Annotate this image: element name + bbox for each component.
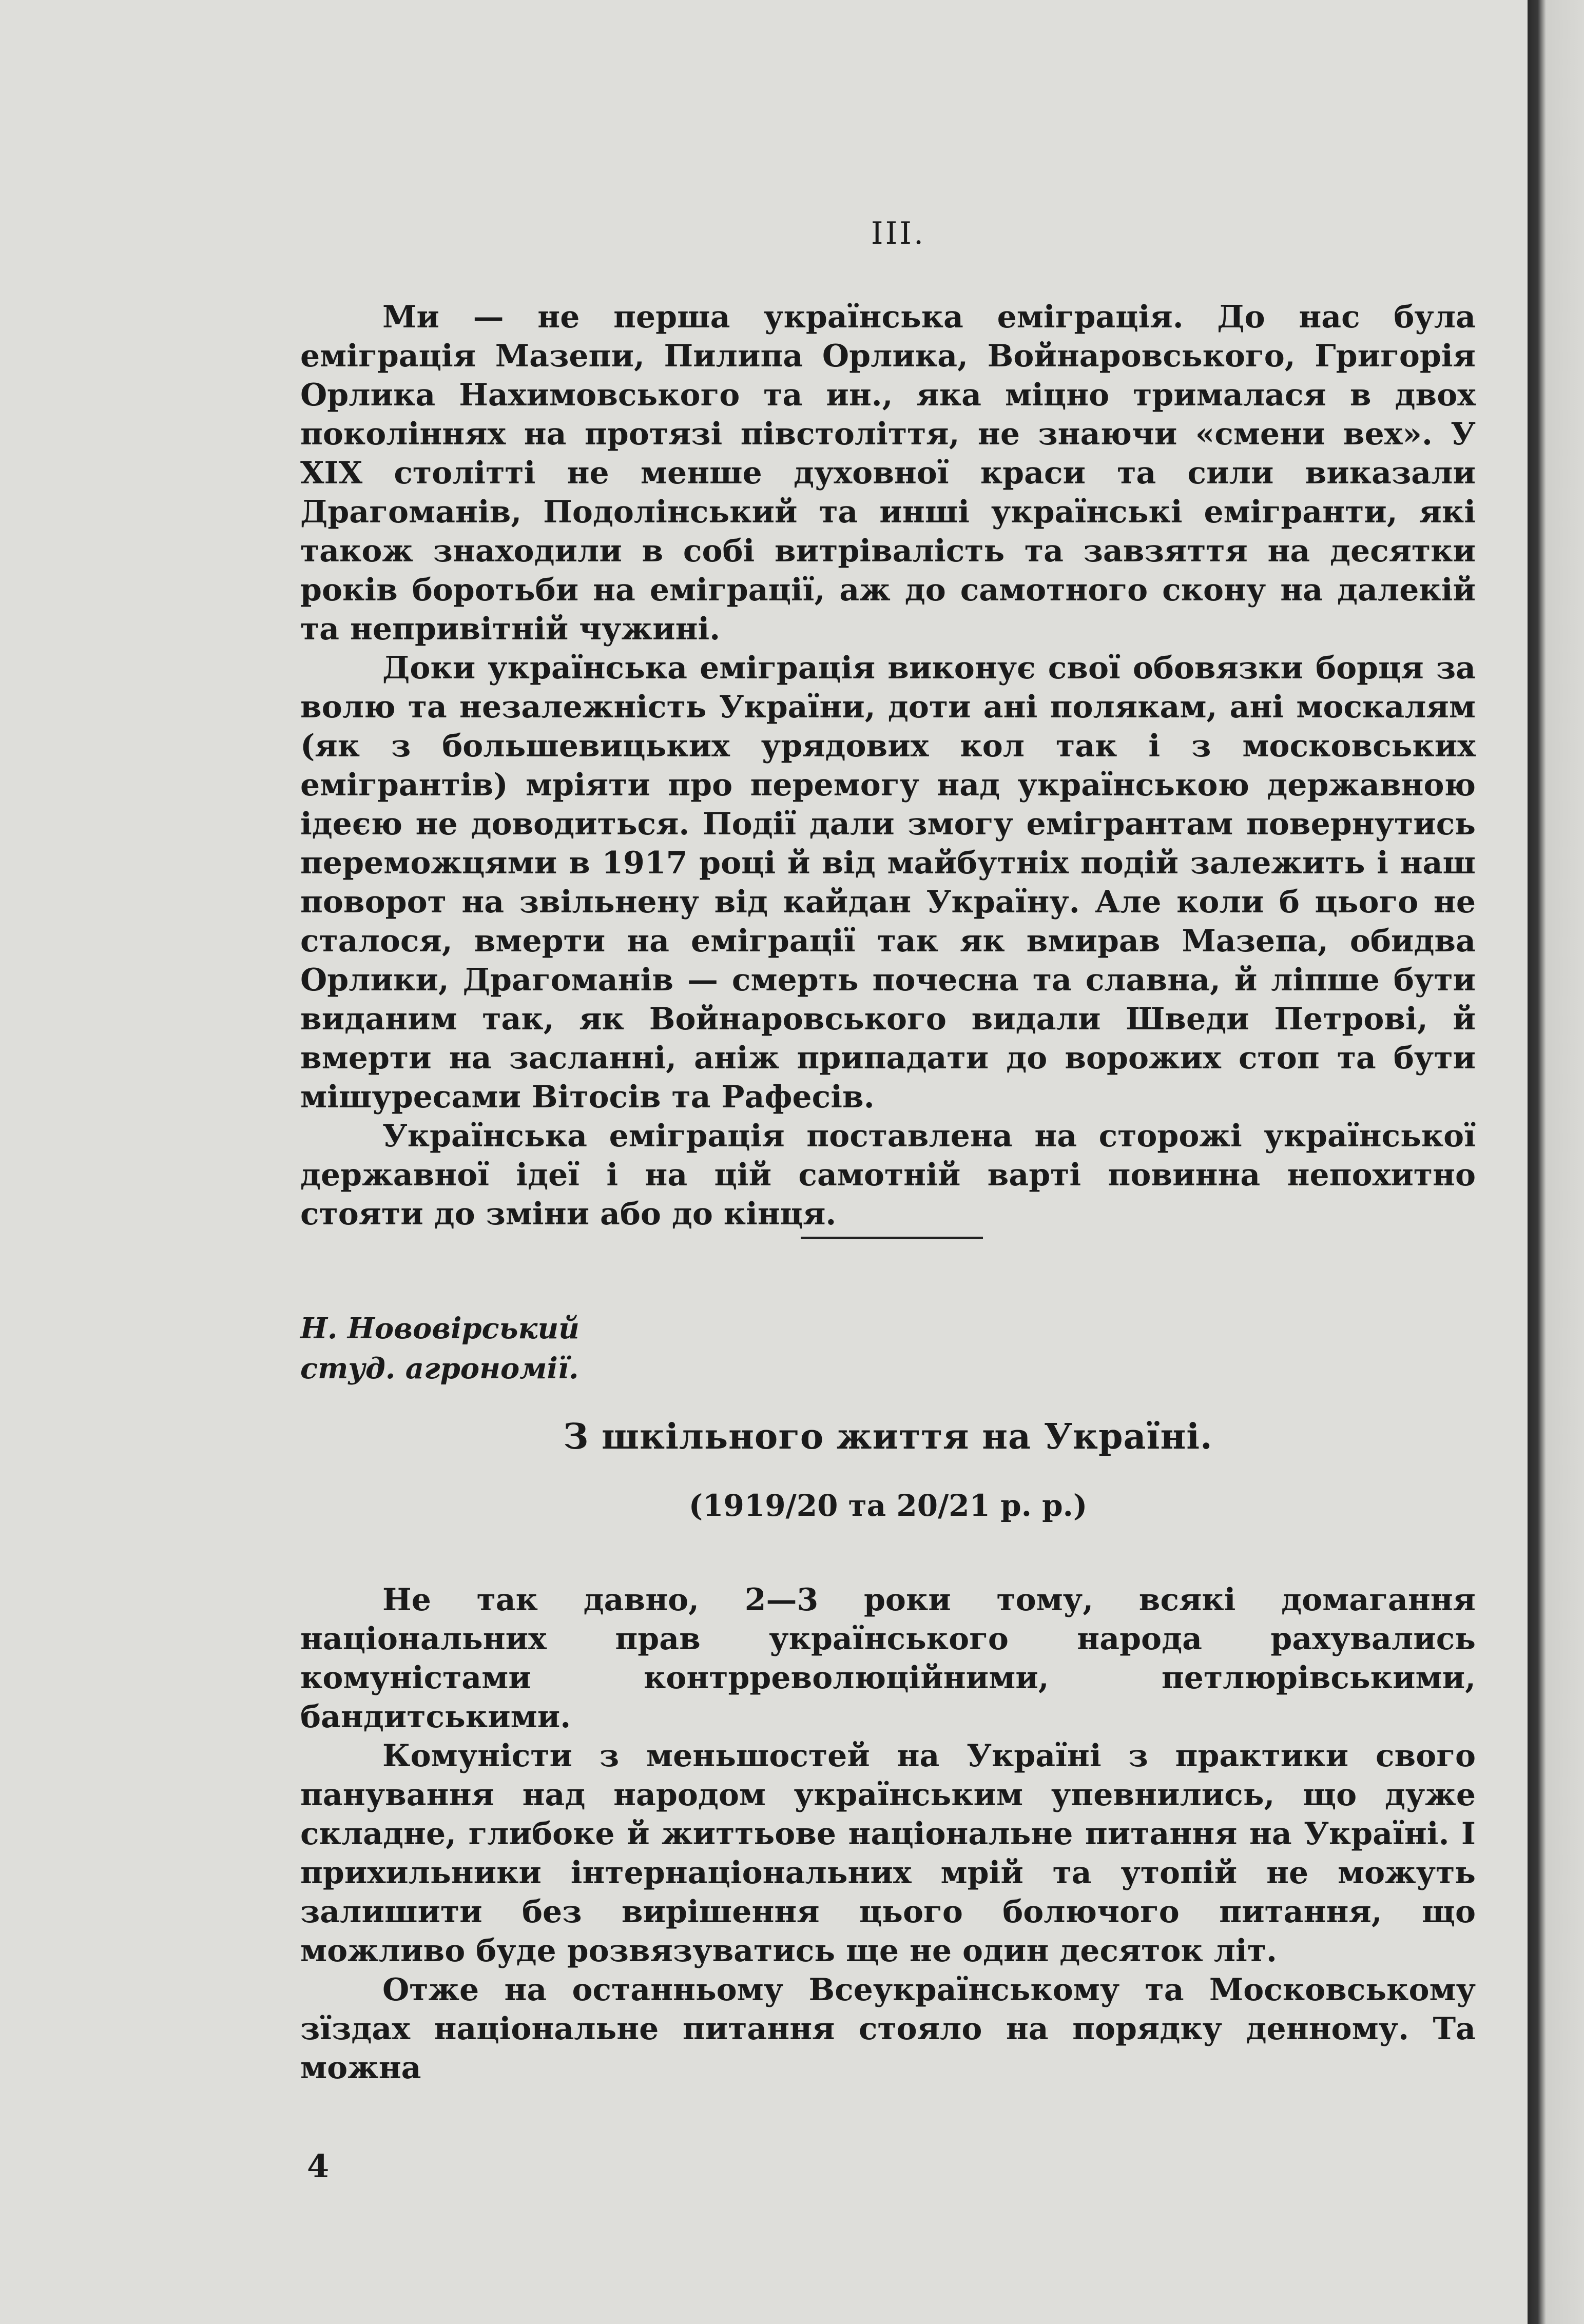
section-number: III.: [871, 216, 926, 251]
author-role: студ. агрономії.: [300, 1352, 579, 1385]
article-body: [300, 1580, 1476, 2087]
page-number: 4: [307, 2147, 330, 2185]
binding-edge: [1528, 0, 1584, 2324]
paragraph: Не так давно, 2—3 роки тому, всякі домагання національних прав українського народа рахувались комуністами контрреволюційними, петлюрівськими, бандитськими.: [300, 1582, 1476, 1735]
paragraph: Українська еміграція поставлена на сторожі української державної ідеї і на цій самотній варті повинна непохитно стояти до зміни або до кінця.: [300, 1118, 1476, 1232]
section-divider: [801, 1237, 983, 1239]
paragraph: Отже на останньому Всеукраїнському та Московському зїздах національне питання стояло на порядку денному. Та можна: [300, 1972, 1476, 2086]
paragraph: Ми — не перша українська еміграція. До нас була еміграція Мазепи, Пилипа Орлика, Войнаровського, Григорія Орлика Нахимовського та ин., яка міцно трималася в двох поколіннях на протязі півстоліття, не знаючи «смени вех». У XIX столітті не менше духовної краси та сили виказали Драгоманів, Подолінський та инші українські емігранти, які також знаходили в собі витріваліcть та завзяття на десятки років боротьби на еміграції, аж до самотного скону на далекій та непривітній чужині.: [300, 299, 1476, 647]
paragraph: Комуністи з меньшостей на Україні з практики свого панування над народом українським упевнились, що дуже складне, глибоке й життьове національне питання на Україні. І прихильники інтернаціональних мрій та утопій не можуть залишити без вирішення цього болючого питання, що можливо буде розвязуватись ще не один десяток літ.: [300, 1738, 1476, 1969]
author-name: Н. Нововірський: [300, 1312, 579, 1345]
article-byline: [300, 1309, 579, 1389]
emigration-section: [300, 298, 1476, 1234]
article-dates: (1919/20 та 20/21 р. р.): [688, 1488, 1088, 1523]
article-title: З шкільного життя на Україні.: [563, 1416, 1213, 1457]
paragraph: Доки українська еміграція виконує свої обовязки борця за волю та незалежність України, доти ані полякам, ані москалям (як з большевицьких урядових кол так і з московських емігрантів) мріяти про перемогу над українською державною ідеєю не доводиться. Події дали змогу емігрантам повернутись переможцями в 1917 році й від майбутніх подій залежить і наш поворот на звільнену від кайдан Україну. Але коли б цього не сталося, вмерти на еміграції так як вмирав Мазепа, обидва Орлики, Драгоманів — смерть почесна та славна, й ліпше бути виданим так, як Войнаровського видали Шведи Петрові, й вмерти на засланні, аніж припадати до ворожих стоп та бути мішуресами Вітосів та Рафесів.: [300, 650, 1476, 1115]
